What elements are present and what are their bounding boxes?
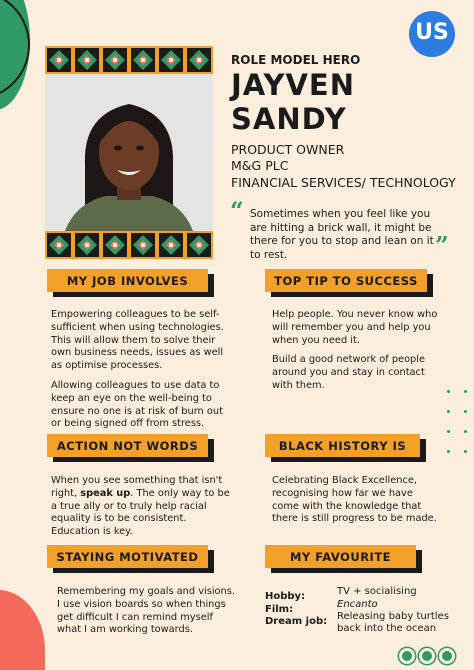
favourite-value: Releasing baby turtles back into the ocean bbox=[337, 611, 449, 634]
favourite-key: Film: bbox=[265, 603, 294, 615]
section-heading-action bbox=[47, 434, 208, 457]
quote-text: Sometimes when you feel like you are hitting a brick wall, it might be there for you to stop and lean on it to rest. bbox=[250, 208, 434, 261]
paragraph: Empowering colleagues to be self-sufficient when using technologies. This will allow them to solve their own business needs, issues as well as optimise processes. bbox=[51, 309, 224, 372]
last-name: SANDY bbox=[231, 102, 347, 136]
job-text bbox=[51, 309, 236, 438]
favourites-list bbox=[265, 586, 455, 634]
heading-label: BLACK HISTORY IS bbox=[265, 434, 420, 457]
section-heading-job bbox=[47, 269, 208, 292]
section-heading-motivated bbox=[47, 545, 208, 568]
hero-name bbox=[231, 68, 355, 136]
history-text: Celebrating Black Excellence, recognising how far we have come with the knowledge that there is still progress to be made. bbox=[272, 475, 437, 525]
company: M&G PLC bbox=[231, 158, 289, 173]
text-segment: . The only way to be a true ally or to truly help racial equality is to be consistent. Education is key. bbox=[51, 487, 230, 538]
decorative-coral-blob bbox=[0, 590, 45, 670]
close-quote-icon: ” bbox=[435, 231, 449, 260]
section-heading-history bbox=[265, 434, 420, 457]
heading-label: MY JOB INVOLVES bbox=[47, 269, 208, 292]
heading-label: MY FAVOURITE bbox=[265, 545, 416, 568]
sector: FINANCIAL SERVICES/ TECHNOLOGY bbox=[231, 175, 456, 190]
decorative-circles bbox=[399, 648, 455, 664]
portrait-photo bbox=[45, 74, 213, 231]
list-item bbox=[265, 611, 455, 634]
paragraph: Help people. You never know who will remember you and help you when you need it. bbox=[272, 309, 438, 346]
favourite-value: Encanto bbox=[337, 598, 378, 610]
portrait-frame bbox=[45, 46, 213, 259]
emphasis-text: speak up bbox=[80, 487, 131, 499]
paragraph: Allowing colleagues to use data to keep an eye on the well-being to ensure no one is at risk of burn out or being signed off from stress. bbox=[51, 379, 223, 430]
open-quote-icon: “ bbox=[230, 196, 244, 225]
first-name: JAYVEN bbox=[231, 68, 355, 102]
motivated-text: Remembering my goals and visions. I use vision boards so when things get difficult I can remind myself what I am working towards. bbox=[57, 586, 235, 636]
tip-text bbox=[272, 309, 444, 400]
job-title: PRODUCT OWNER bbox=[231, 142, 345, 157]
favourite-value: TV + socialising bbox=[337, 586, 417, 597]
heading-label: TOP TIP TO SUCCESS bbox=[265, 269, 427, 292]
logo-text: US bbox=[415, 20, 449, 45]
heading-label: ACTION NOT WORDS bbox=[47, 434, 208, 457]
role-label: ROLE MODEL HERO bbox=[231, 53, 361, 67]
kente-pattern-top bbox=[45, 46, 213, 74]
us-logo bbox=[409, 11, 455, 57]
section-heading-favourite bbox=[265, 545, 416, 568]
action-text bbox=[51, 475, 231, 539]
text-segment: When you see something that isn't right, bbox=[51, 475, 223, 499]
favourite-key: Dream job: bbox=[265, 616, 328, 627]
paragraph: Build a good network of people around you and stay in contact with them. bbox=[272, 354, 426, 391]
heading-label: STAYING MOTIVATED bbox=[47, 545, 208, 568]
section-heading-tip bbox=[265, 269, 427, 292]
kente-pattern-bottom bbox=[45, 231, 213, 259]
favourite-key: Hobby: bbox=[265, 591, 306, 602]
